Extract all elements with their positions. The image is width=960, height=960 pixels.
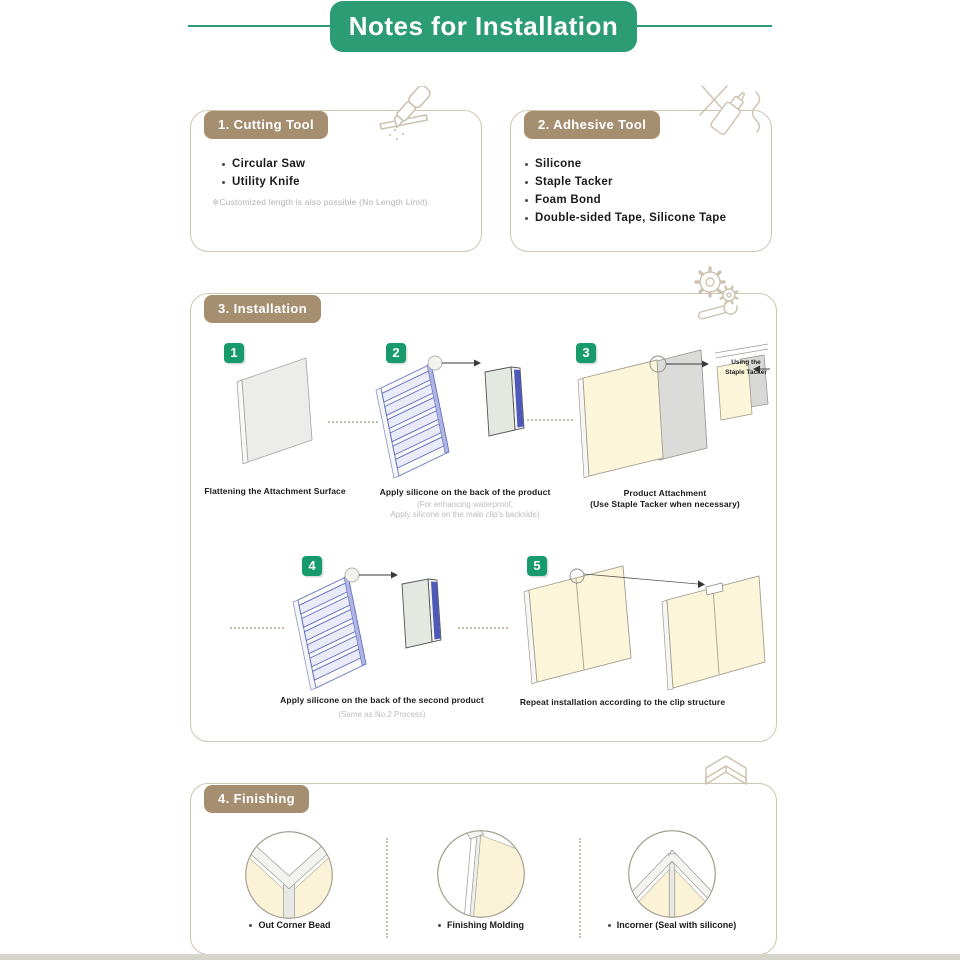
incorner-diagram [626, 828, 718, 920]
list-item-label: Double-sided Tape, Silicone Tape [535, 212, 727, 224]
list-item [525, 212, 765, 225]
finishing-label: 4. Finishing [204, 785, 309, 813]
step-5-diagram [515, 556, 773, 692]
step-5-caption: Repeat installation according to the clip structure [519, 697, 726, 707]
list-item-label: Silicone [535, 158, 582, 170]
step-2-subcaption [355, 500, 575, 520]
list-item [525, 158, 765, 171]
header-line-left [188, 25, 330, 27]
corner-bead-icon [698, 752, 756, 806]
step-3-badge: 3 [576, 343, 596, 363]
bullet-icon [438, 924, 441, 927]
step-2-diagram [375, 352, 555, 480]
utility-knife-icon [370, 86, 442, 148]
out-corner-bead-diagram [243, 829, 335, 921]
gear-wrench-icon [686, 263, 750, 321]
list-item [525, 194, 765, 207]
bullet-icon [222, 163, 225, 166]
bullet-icon [222, 181, 225, 184]
bullet-icon [525, 181, 528, 184]
step-3-caption [565, 488, 765, 510]
cutting-tool-note: ※Customized length is also possible (No Length Limit) [212, 197, 428, 207]
step-separator [328, 421, 378, 423]
header-line-right [637, 25, 772, 27]
list-item-label: Circular Saw [232, 158, 306, 170]
step-4-diagram [292, 564, 472, 692]
page-title: Notes for Installation [330, 1, 637, 52]
step-1-badge: 1 [224, 343, 244, 363]
annotation-line: Staple Tacker [725, 368, 767, 376]
finishing-caption [567, 920, 777, 930]
finishing-caption-label: Out Corner Bead [258, 920, 331, 930]
annotation-line: Using the [731, 359, 761, 366]
list-item-label: Utility Knife [232, 176, 300, 188]
bullet-icon [525, 199, 528, 202]
step-3-annotation [717, 358, 775, 377]
bullet-icon [525, 217, 528, 220]
bullet-icon [525, 163, 528, 166]
cutting-tool-list [222, 158, 472, 194]
step-4-caption: Apply silicone on the back of the second product [280, 695, 484, 705]
step-separator [230, 627, 284, 629]
step-1-diagram [230, 352, 330, 464]
list-item-label: Foam Bond [535, 194, 601, 206]
bullet-icon [249, 924, 252, 927]
step-4-subcaption: (Same as No.2 Process) [338, 710, 426, 719]
caption-line: Product Attachment [623, 488, 707, 498]
step-5-badge: 5 [527, 556, 547, 576]
step-4-badge: 4 [302, 556, 322, 576]
adhesive-tool-label: 2. Adhesive Tool [524, 111, 660, 139]
finishing-separator [386, 838, 388, 938]
finishing-caption [401, 920, 561, 930]
step-2-caption: Apply silicone on the back of the product [379, 487, 551, 497]
finishing-molding-diagram [435, 828, 527, 920]
finishing-caption [210, 920, 370, 930]
step-2-badge: 2 [386, 343, 406, 363]
step-1-caption: Flattening the Attachment Surface [204, 486, 346, 496]
list-item-label: Staple Tacker [535, 176, 613, 188]
page-bottom-bar [0, 954, 960, 960]
subcaption-line: (For enhancing waterproof, [416, 500, 514, 509]
bullet-icon [608, 924, 611, 927]
list-item [222, 158, 472, 171]
adhesive-tool-list [525, 158, 765, 230]
list-item [222, 176, 472, 189]
subcaption-line: Apply silicone on the male clip's backside) [390, 510, 540, 519]
finishing-caption-label: Incorner (Seal with silicone) [616, 920, 737, 930]
list-item [525, 176, 765, 189]
caption-line: (Use Staple Tacker when necessary) [590, 499, 740, 509]
finishing-caption-label: Finishing Molding [447, 920, 524, 930]
step-separator [458, 627, 508, 629]
silicone-gun-icon [694, 84, 770, 148]
cutting-tool-label: 1. Cutting Tool [204, 111, 328, 139]
installation-label: 3. Installation [204, 295, 321, 323]
